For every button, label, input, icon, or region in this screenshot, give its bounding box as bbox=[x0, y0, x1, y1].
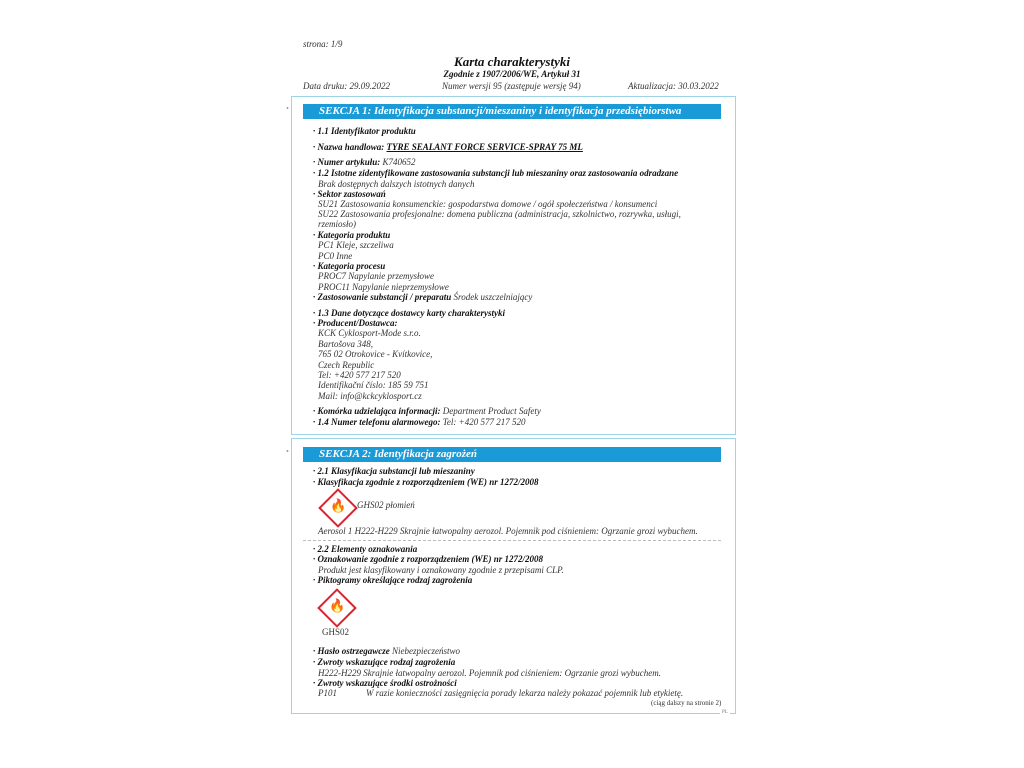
p101-text: W razie konieczności zasięgnięcia porady lekarza należy pokazać pojemnik lub etykietę. bbox=[366, 688, 684, 698]
signal-label: · Hasło ostrzegawcze bbox=[313, 646, 390, 656]
s12-text: Brak dostępnych dalszych istotnych danych bbox=[318, 179, 475, 189]
su22-cont: rzemiosło) bbox=[318, 219, 356, 229]
pc0: PC0 Inne bbox=[318, 251, 353, 261]
change-marker: • bbox=[286, 447, 289, 456]
page-number: strona: 1/9 bbox=[303, 39, 343, 49]
change-marker: • bbox=[286, 104, 289, 113]
classification-label: · Klasyfikacja zgodnie z rozporządzeniem (WE) nr 1272/2008 bbox=[313, 477, 539, 487]
language-code: PL bbox=[720, 707, 730, 718]
document-title: Karta charakterystyki bbox=[454, 54, 570, 69]
producer-label: · Producent/Dostawca: bbox=[313, 318, 398, 328]
print-date: Data druku: 29.09.2022 bbox=[303, 81, 390, 91]
aerosol-classification: Aerosol 1 H222-H229 Skrajnie łatwopalny aerozol. Pojemnik pod ciśnieniem: Ogrzanie grozi wybuchem. bbox=[318, 526, 698, 536]
use-value: Środek uszczelniający bbox=[453, 292, 533, 302]
producer-id: Identifikační číslo: 185 59 751 bbox=[318, 380, 429, 390]
s11-heading: · 1.1 Identyfikator produktu bbox=[313, 126, 416, 136]
product-category-label: · Kategoria produktu bbox=[313, 230, 391, 240]
emergency-phone bbox=[313, 417, 526, 428]
pc1: PC1 Kleje, szczeliwa bbox=[318, 240, 394, 250]
use bbox=[313, 292, 532, 303]
s21-heading: · 2.1 Klasyfikacja substancji lub mieszaniny bbox=[313, 466, 475, 476]
producer-city: 765 02 Otrokovice - Kvítkovice, bbox=[318, 349, 433, 359]
signal-word bbox=[313, 646, 460, 657]
info-value: Department Product Safety bbox=[442, 406, 541, 416]
trade-name-label: · Nazwa handlowa: bbox=[313, 142, 385, 152]
pictogram-label: · Piktogramy określające rodzaj zagrożenia bbox=[313, 575, 473, 585]
pictogram-code: GHS02 bbox=[322, 627, 350, 637]
su21: SU21 Zastosowania konsumenckie: gospodarstwa domowe / ogół społeczeństwa / konsumenci bbox=[318, 199, 658, 209]
info-dept bbox=[313, 406, 541, 417]
divider bbox=[303, 540, 721, 541]
trade-name bbox=[313, 142, 583, 153]
producer-name: KCK Cyklosport-Mode s.r.o. bbox=[318, 328, 421, 338]
proc11: PROC11 Napylanie nieprzemysłowe bbox=[318, 282, 449, 292]
trade-name-value: TYRE SEALANT FORCE SERVICE-SPRAY 75 ML bbox=[386, 142, 583, 152]
hazard-label: · Zwroty wskazujące rodzaj zagrożenia bbox=[313, 657, 456, 667]
continued-note: (ciąg dalszy na stronie 2) bbox=[651, 699, 722, 707]
labelling-text: Produkt jest klasyfikowany i oznakowany zgodnie z przepisami CLP. bbox=[318, 565, 564, 575]
update-date: Aktualizacja: 30.03.2022 bbox=[628, 81, 719, 91]
precaution-label: · Zwroty wskazujące środki ostrożności bbox=[313, 678, 457, 688]
hazard-text: H222-H229 Skrajnie łatwopalny aerozol. Pojemnik pod ciśnieniem: Ogrzanie grozi wybuchem. bbox=[318, 668, 662, 678]
proc7: PROC7 Napylanie przemysłowe bbox=[318, 271, 434, 281]
producer-mail[interactable]: Mail: info@kckcyklosport.cz bbox=[318, 391, 422, 401]
sector-label: · Sektor zastosowań bbox=[313, 189, 386, 199]
flame-icon: 🔥 bbox=[329, 598, 346, 613]
document-subtitle: Zgodnie z 1907/2006/WE, Artykuł 31 bbox=[443, 69, 581, 79]
phone-label: · 1.4 Numer telefonu alarmowego: bbox=[313, 417, 441, 427]
ghs-caption: GHS02 płomień bbox=[357, 500, 415, 510]
signal-value: Niebezpieczeństwo bbox=[392, 646, 461, 656]
info-label: · Komórka udzielająca informacji: bbox=[313, 406, 441, 416]
producer-country: Czech Republic bbox=[318, 360, 375, 370]
phone-value: Tel: +420 577 217 520 bbox=[442, 417, 526, 427]
producer-tel: Tel: +420 577 217 520 bbox=[318, 370, 401, 380]
flame-icon: 🔥 bbox=[330, 498, 347, 513]
article-number bbox=[313, 157, 416, 168]
p101-code: P101 bbox=[318, 688, 337, 698]
process-category-label: · Kategoria procesu bbox=[313, 261, 386, 271]
section-1-header: SEKCJA 1: Identyfikacja substancji/mieszaniny i identyfikacja przedsiębiorstwa bbox=[303, 104, 721, 119]
article-value: K740652 bbox=[382, 157, 416, 167]
su22: SU22 Zastosowania profesjonalne: domena publiczna (administracja, szkolnictwo, rozrywka, usługi, bbox=[318, 209, 681, 219]
section-2-header: SEKCJA 2: Identyfikacja zagrożeń bbox=[303, 447, 721, 462]
use-label: · Zastosowanie substancji / preparatu bbox=[313, 292, 452, 302]
article-label: · Numer artykułu: bbox=[313, 157, 381, 167]
version: Numer wersji 95 (zastępuje wersję 94) bbox=[442, 81, 581, 91]
s12-heading: · 1.2 Istotne zidentyfikowane zastosowania substancji lub mieszaniny oraz zastosowania odradzane bbox=[313, 168, 679, 178]
s13-heading: · 1.3 Dane dotyczące dostawcy karty charakterystyki bbox=[313, 308, 505, 318]
producer-street: Bartošova 348, bbox=[318, 339, 373, 349]
labelling-label: · Oznakowanie zgodnie z rozporządzeniem (WE) nr 1272/2008 bbox=[313, 554, 544, 564]
s22-heading: · 2.2 Elementy oznakowania bbox=[313, 544, 418, 554]
